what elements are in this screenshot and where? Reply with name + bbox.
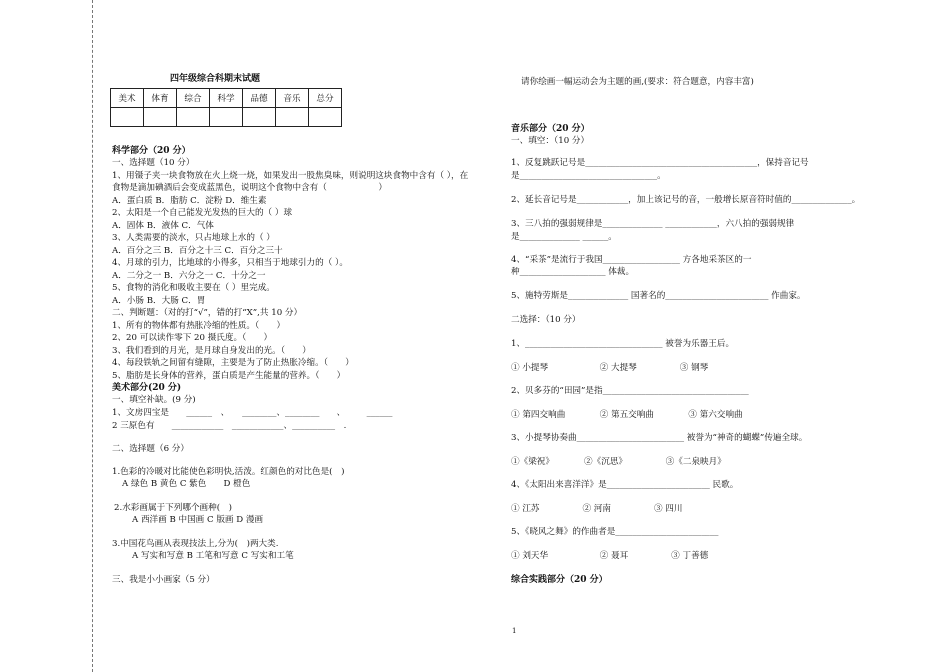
- practice-section-title: 综合实践部分（20 分）: [511, 575, 608, 585]
- score-table-blank-row: [111, 108, 342, 127]
- art-choice-line: 3.中国花鸟画从表现技法上,分为( )两大类.: [112, 539, 279, 549]
- music-choice-line: 4、《太阳出来喜洋洋》是________________________ 民歌。: [511, 480, 739, 490]
- music-choice-line: 3、小提琴协奏曲_________________________ 被誉为“神奇的蝴蝶”传遍全球。: [511, 433, 808, 443]
- score-header-cell: 音乐: [276, 89, 309, 108]
- art-choice-line: A 绿色 B 黄色 C 紫色 D 橙色: [122, 479, 251, 489]
- score-header-cell: 美术: [111, 89, 144, 108]
- music-fill-line: 是______________ ______。: [511, 232, 617, 242]
- science-section-title: 科学部分（20 分）: [112, 146, 191, 156]
- science-judge-line: 5、脂肪是长身体的营养，蛋白质是产生能量的营养。（ ）: [112, 371, 346, 381]
- science-choice-line: A．百分之三 B．百分之十三 C．百分之三十: [112, 246, 283, 256]
- score-header-cell: 总分: [309, 89, 342, 108]
- music-choice-line: ① 江苏 ② 河南 ③ 四川: [511, 504, 683, 514]
- music-fill-line: 4、“采茶”是流行于我国__________________ 方各地采茶区的一: [511, 255, 752, 265]
- music-choice-line: ① 刘天华 ② 聂耳 ③ 丁善德: [511, 551, 709, 561]
- score-header-cell: 体育: [144, 89, 177, 108]
- score-header-cell: 品德: [243, 89, 276, 108]
- science-choice-line: A．蛋白质 B．脂肪 C．淀粉 D．维生素: [112, 196, 267, 206]
- science-judge-line: 2、20 可以读作零下 20 摄氏度。（ ）: [112, 333, 273, 343]
- music-section-title: 音乐部分（20 分）: [511, 124, 590, 134]
- score-cell[interactable]: [309, 108, 342, 127]
- science-choice-title: 一、选择题（10 分）: [112, 158, 195, 168]
- art-choice-line: A 写实和写意 B 工笔和写意 C 写实和工笔: [132, 551, 294, 561]
- art-fill-line: 2 三原色有 ____________ ____________、__________ .: [112, 421, 347, 431]
- music-fill-line: 1、反复跳跃记号是________________________________________，保持音记号: [511, 158, 809, 168]
- music-choice-line: ① 小提琴 ② 大提琴 ③ 钢琴: [511, 363, 709, 373]
- science-choice-line: 3、人类需要的淡水，只占地球上水的（ ）: [112, 233, 275, 243]
- science-choice-line: 1、用镊子夹一块食物放在火上烧一烧，如果发出一股焦臭味，则说明这块食物中含有（ ），在: [112, 171, 469, 181]
- score-table-header-row: [111, 89, 342, 108]
- art-choice-title: 二、选择题（6 分）: [112, 444, 189, 454]
- science-choice-line: 5、食物的消化和吸收主要在（ ）里完成。: [112, 283, 275, 293]
- music-choice-line: ① 第四交响曲 ② 第五交响曲 ③ 第六交响曲: [511, 410, 743, 420]
- score-cell[interactable]: [144, 108, 177, 127]
- art-choice-line: A 西洋画 B 中国画 C 版画 D 漫画: [132, 515, 264, 525]
- music-fill-title: 一、填空：（10 分）: [511, 136, 590, 146]
- art-choice-line: 1.色彩的冷暖对比能使色彩明快,活泼。红颜色的对比色是( ): [112, 467, 345, 477]
- science-choice-line: A．小肠 B．大肠 C．胃: [112, 296, 206, 306]
- science-judge-title: 二、判断题：（对的打“√”，错的打“X”,共 10 分）: [112, 308, 303, 318]
- music-fill-line: 2、延长音记号是____________，加上该记号的音，一般增长原音符时值的______________。: [511, 195, 861, 205]
- art-section-title: 美术部分(20 分): [112, 383, 182, 393]
- page-number: 1: [512, 627, 517, 635]
- score-cell[interactable]: [243, 108, 276, 127]
- exam-title: 四年级综合科期末试题: [170, 74, 261, 84]
- draw-prompt: 请你绘画一幅运动会为主题的画,(要求：符合题意，内容丰富): [521, 77, 754, 87]
- music-fill-line: 5、施特劳斯是______________ 国著名的________________________ 作曲家。: [511, 291, 806, 301]
- music-fill-line: 3、三八拍的强弱规律是______________ ____________，六八拍的强弱规律: [511, 219, 795, 229]
- music-choice-line: 1、________________________________ 被誉为乐器王后。: [511, 339, 735, 349]
- art-fill-line: 1、文房四宝是 ______ 、 ________、________ 、 ______: [112, 408, 393, 418]
- science-choice-line: A．二分之一 B．六分之一 C．十分之一: [112, 271, 266, 281]
- science-choice-line: A．固体 B．液体 C．气体: [112, 221, 214, 231]
- music-choice-line: 2、贝多芬的“田园”是指__________________________________: [511, 386, 749, 396]
- art-draw-title: 三、我是小小画家（5 分）: [112, 575, 215, 585]
- art-choice-line: 2.水彩画属于下列哪个画种( ): [114, 503, 233, 513]
- score-cell[interactable]: [276, 108, 309, 127]
- music-choice-line: 5、《晓风之舞》的作曲者是________________________: [511, 527, 719, 537]
- score-header-cell: 科学: [210, 89, 243, 108]
- music-choice-title: 二选择：（10 分）: [511, 315, 581, 325]
- music-choice-line: ①《梁祝》 ②《沉思》 ③《二泉映月》: [511, 457, 726, 467]
- science-judge-line: 1、所有的物体都有热胀冷缩的性质。（ ）: [112, 321, 286, 331]
- science-judge-line: 4、每段铁轨之间留有缝隙，主要是为了防止热胀冷缩。（ ）: [112, 358, 354, 368]
- science-choice-line: 4、月球的引力，比地球的小得多，只相当于地球引力的（ ）。: [112, 258, 348, 268]
- art-fill-title: 一、填空补缺。(9 分): [112, 395, 196, 405]
- music-fill-line: 种____________________ 体裁。: [511, 267, 635, 277]
- score-cell[interactable]: [177, 108, 210, 127]
- music-fill-line: 是________________________________。: [511, 171, 666, 181]
- binding-dashed-line: [92, 0, 93, 672]
- score-cell[interactable]: [210, 108, 243, 127]
- score-header-cell: 综合: [177, 89, 210, 108]
- science-judge-line: 3、我们看到的月光，是月球自身发出的光。（ ）: [112, 346, 311, 356]
- science-choice-line: 2、太阳是一个自己能发光发热的巨大的（ ）球: [112, 208, 293, 218]
- score-table: [110, 88, 342, 127]
- science-choice-line: 食物是滴加碘酒后会变成蓝黑色，说明这个食物中含有（ ）: [112, 183, 388, 193]
- score-cell[interactable]: [111, 108, 144, 127]
